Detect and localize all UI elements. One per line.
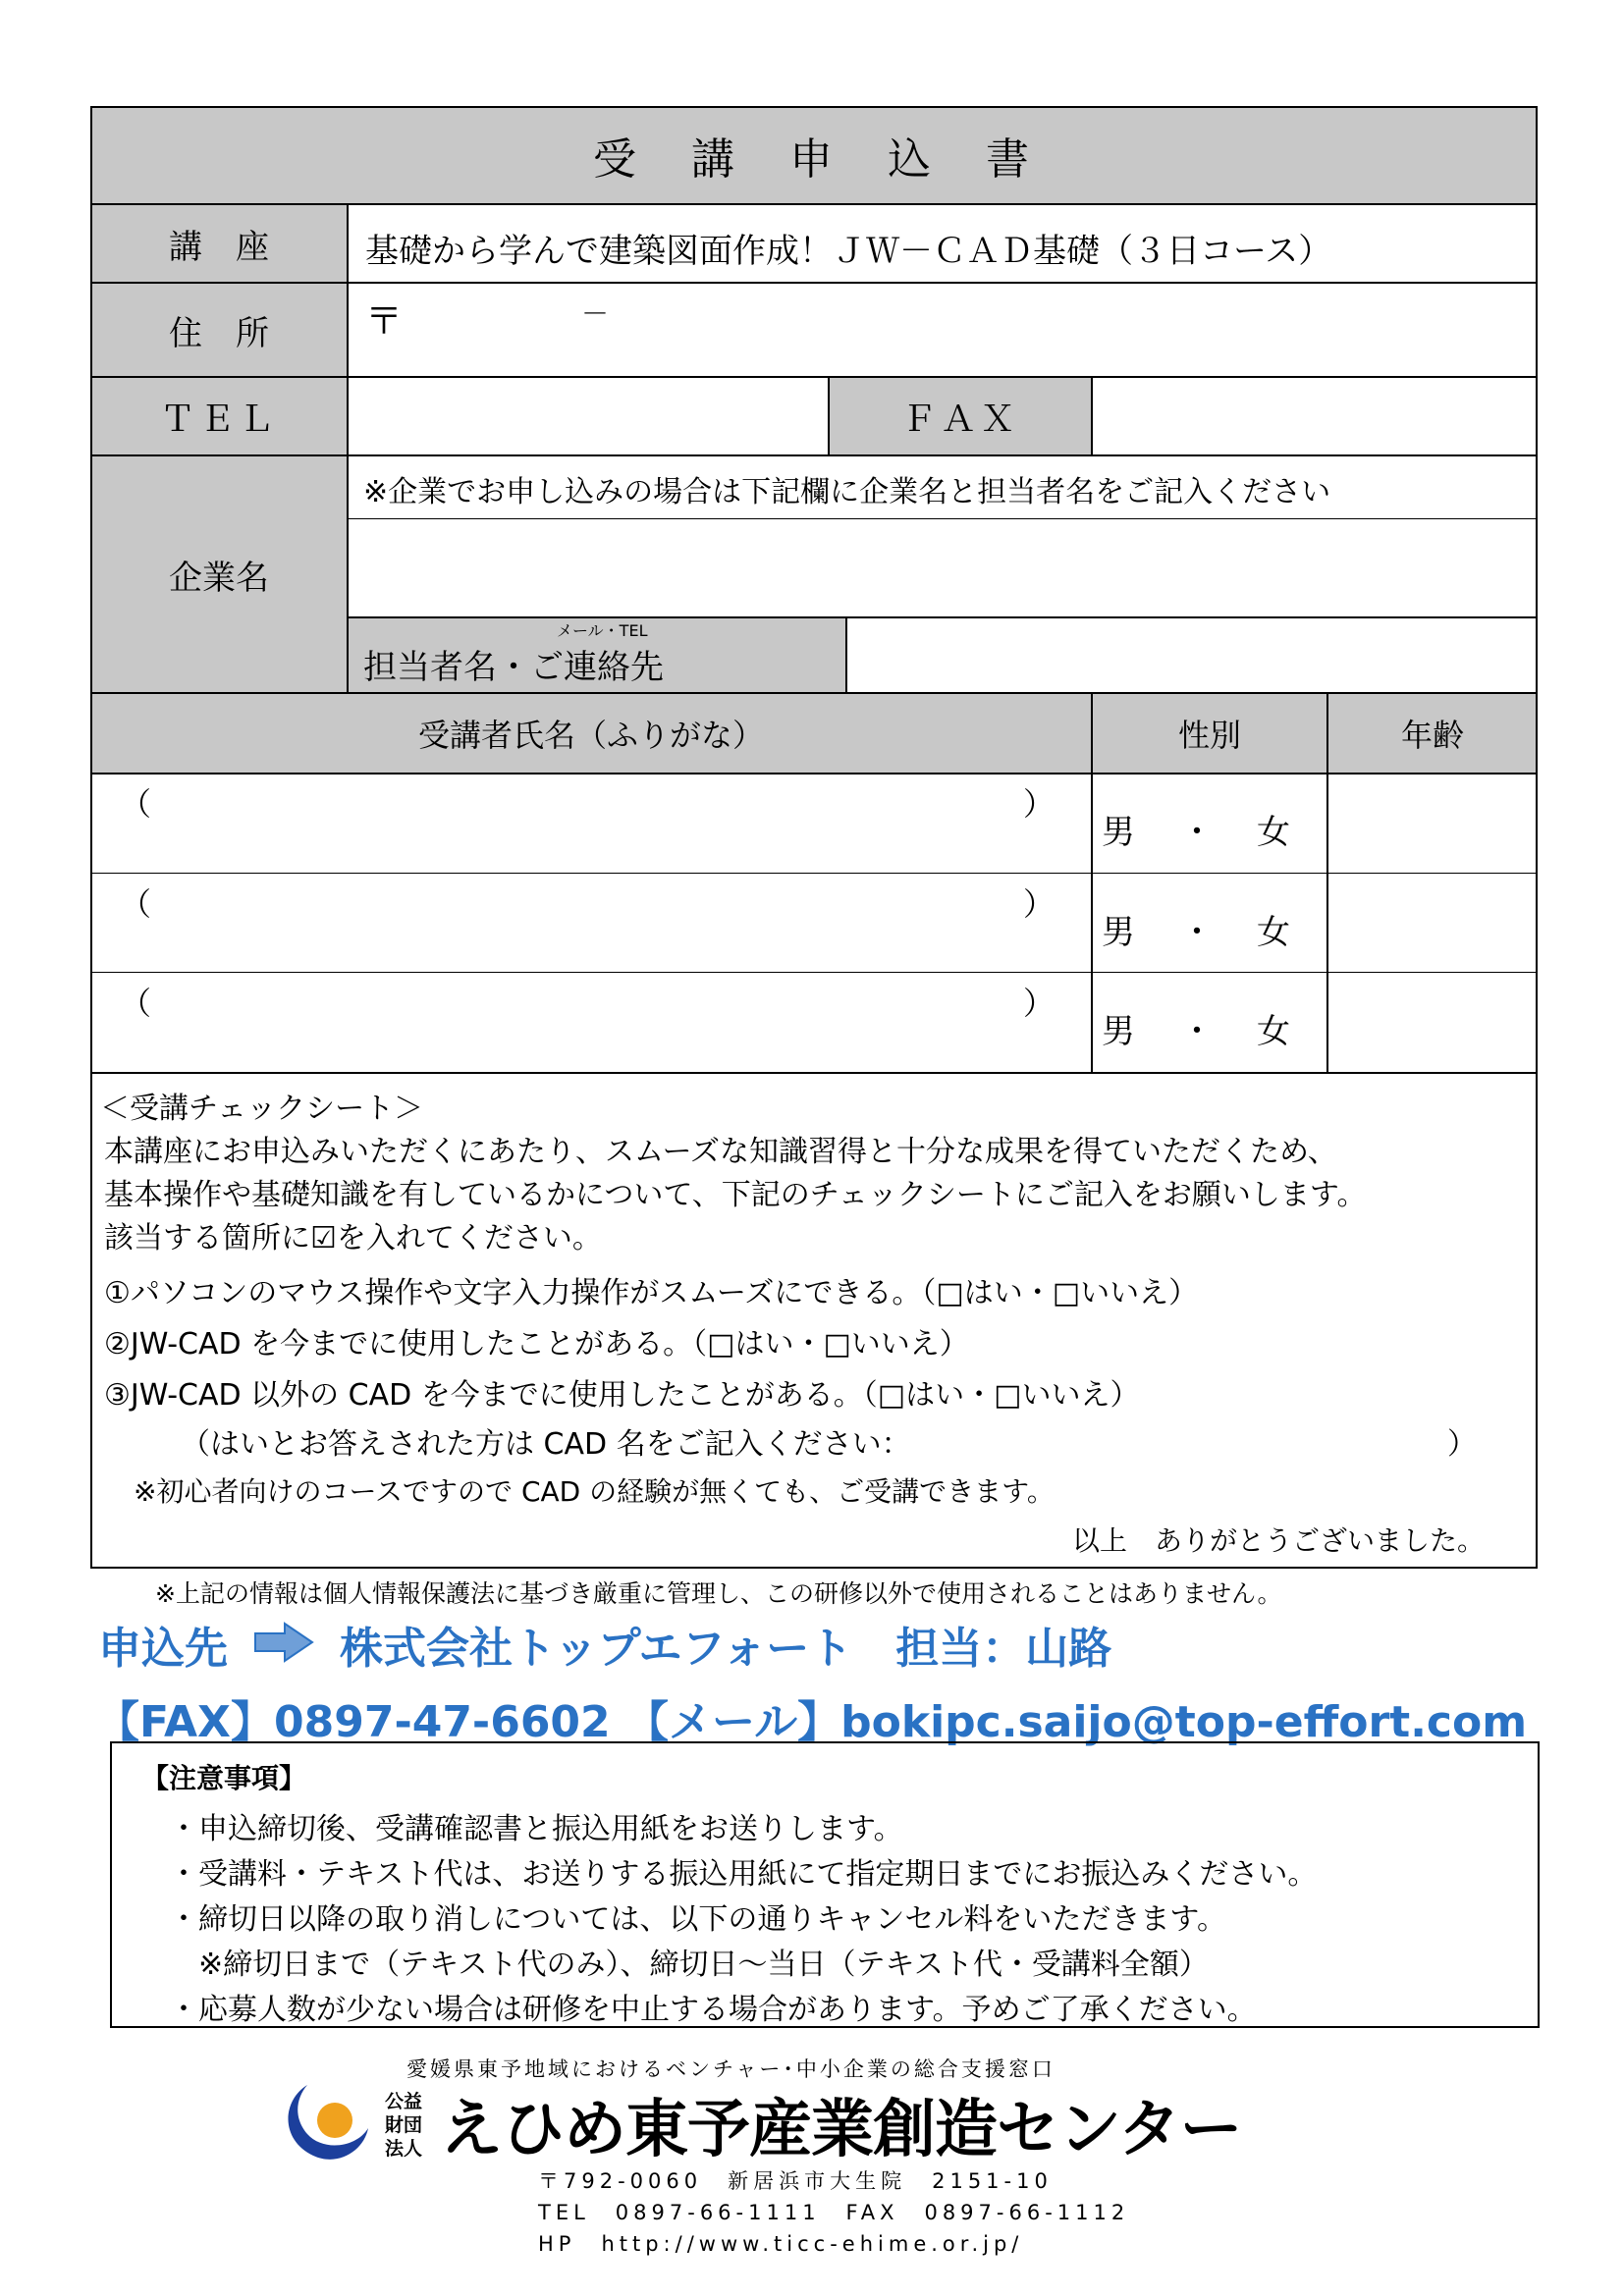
gender-dot: ・	[1180, 913, 1214, 952]
attendee-name-field[interactable]	[169, 880, 1013, 968]
checksheet-intro-line: 基本操作や基礎知識を有しているかについて、下記のチェックシートにご記入をお願いします。	[104, 1178, 1367, 1212]
paren-close: ）	[1023, 985, 1056, 1022]
contact-field[interactable]	[848, 619, 1536, 692]
checksheet-intro-line: 本講座にお申込みいただくにあたり、スムーズな知識習得と十分な成果を得ていただくため、	[104, 1135, 1337, 1169]
gender-male[interactable]: 男	[1102, 1012, 1135, 1051]
question-3[interactable]: ③JW-CAD 以外の CAD を今までに使用したことがある。（□はい・□いいえ）	[104, 1378, 1140, 1413]
age-field[interactable]	[1329, 975, 1536, 1071]
attendee-row	[90, 874, 1538, 973]
contact-label: 担当者名・ご連絡先	[363, 648, 664, 687]
cad-name-field[interactable]	[994, 1415, 1485, 1457]
attendee-name-field[interactable]	[169, 979, 1013, 1067]
org-type: 公益 財団 法人	[385, 2091, 423, 2160]
checksheet-heading: ＜受講チェックシート＞	[100, 1092, 424, 1126]
age-field[interactable]	[1329, 876, 1536, 971]
notices-heading: 【注意事項】	[141, 1762, 307, 1794]
form-title: 受 講 申 込 書	[593, 134, 1035, 185]
attendee-header: 受講者氏名（ふりがな）	[417, 717, 764, 754]
footer-tagline: 愛媛県東予地域におけるベンチャー･中小企業の総合支援窓口	[406, 2057, 1056, 2081]
gender-dot: ・	[1180, 1012, 1214, 1051]
company-note: ※企業でお申し込みの場合は下記欄に企業名と担当者名をご記入ください	[363, 475, 1331, 509]
tel-field[interactable]	[350, 379, 827, 454]
contact-ruby: メール・TEL	[557, 621, 648, 640]
attendee-name-field[interactable]	[169, 779, 1013, 868]
fax-field[interactable]	[1094, 379, 1536, 454]
gender-female[interactable]: 女	[1257, 913, 1290, 952]
paren-open: （	[120, 785, 152, 823]
closing-text: 以上 ありがとうございました。	[1072, 1524, 1486, 1557]
notice-item: ・受講料・テキスト代は、お送りする振込用紙にて指定期日までにお振込みください。	[169, 1857, 1318, 1892]
footer-address: 〒792-0060 新居浜市大生院 2151-10	[538, 2169, 1053, 2193]
privacy-note: ※上記の情報は個人情報保護法に基づき厳重に管理し、この研修以外で使用されることはありません。	[155, 1579, 1282, 1608]
notices-box	[110, 1741, 1540, 2028]
fax-label: ＦＡＸ	[900, 399, 1019, 440]
notice-item: ・応募人数が少ない場合は研修を中止する場合があります。予めご了承ください。	[169, 1993, 1257, 2027]
notice-item: ・申込締切後、受講確認書と振込用紙をお送りします。	[169, 1812, 903, 1846]
gender-female[interactable]: 女	[1257, 813, 1290, 852]
application-form	[90, 106, 1538, 1569]
paren-close: ）	[1023, 885, 1056, 923]
course-value: 基礎から学んで建築図面作成！ＪＷ－ＣＡＤ基礎（３日コース）	[365, 232, 1332, 271]
course-label: 講 座	[169, 227, 269, 267]
cad-name-close: ）	[1447, 1427, 1477, 1462]
company-label: 企業名	[169, 558, 269, 598]
question-2[interactable]: ②JW-CAD を今までに使用したことがある。（□はい・□いいえ）	[104, 1327, 969, 1362]
gender-header: 性別	[1177, 717, 1241, 754]
checksheet-intro-line: 該当する箇所に☑を入れてください。	[104, 1221, 602, 1255]
notice-item: ※締切日まで（テキスト代のみ）、締切日～当日（テキスト代・受講料全額）	[169, 1948, 1209, 1982]
age-field[interactable]	[1329, 775, 1536, 872]
gender-male[interactable]: 男	[1102, 913, 1135, 952]
postal-dash: －	[581, 297, 610, 330]
address-label: 住 所	[169, 313, 269, 353]
tel-label: ＴＥＬ	[159, 399, 278, 440]
beginner-note: ※初心者向けのコースですので CAD の経験が無くても、ご受講できます。	[134, 1475, 1055, 1508]
arrow-right-icon	[253, 1622, 314, 1663]
address-field[interactable]	[414, 287, 1524, 373]
notice-item: ・締切日以降の取り消しについては、以下の通りキャンセル料をいただきます。	[169, 1902, 1226, 1937]
attendee-row	[90, 774, 1538, 874]
gender-dot: ・	[1180, 813, 1214, 852]
paren-open: （	[120, 985, 152, 1022]
footer-hp[interactable]: HP http://www.ticc-ehime.or.jp/	[538, 2232, 1024, 2256]
submit-contact: 【FAX】0897-47-6602 【メール】bokipc.saijo@top-effort.com	[96, 1697, 1528, 1747]
cad-name-prompt: （はいとお答えされた方は CAD 名をご記入ください：	[181, 1427, 911, 1462]
org-logo	[278, 2079, 372, 2163]
submit-label: 申込先	[98, 1624, 228, 1674]
footer-telfax: TEL 0897-66-1111 FAX 0897-66-1112	[538, 2201, 1130, 2224]
paren-open: （	[120, 885, 152, 923]
postal-mark: 〒	[365, 299, 404, 343]
gender-male[interactable]: 男	[1102, 813, 1135, 852]
gender-female[interactable]: 女	[1257, 1012, 1290, 1051]
org-name: えひめ東予産業創造センター	[440, 2094, 1242, 2166]
age-header: 年齢	[1400, 717, 1464, 754]
submit-company: 株式会社トップエフォート 担当：山路	[340, 1624, 1112, 1674]
paren-close: ）	[1023, 785, 1056, 823]
attendee-row	[90, 973, 1538, 1073]
company-name-field[interactable]	[350, 520, 1536, 615]
question-1[interactable]: ①パソコンのマウス操作や文字入力操作がスムーズにできる。（□はい・□いいえ）	[104, 1276, 1199, 1310]
